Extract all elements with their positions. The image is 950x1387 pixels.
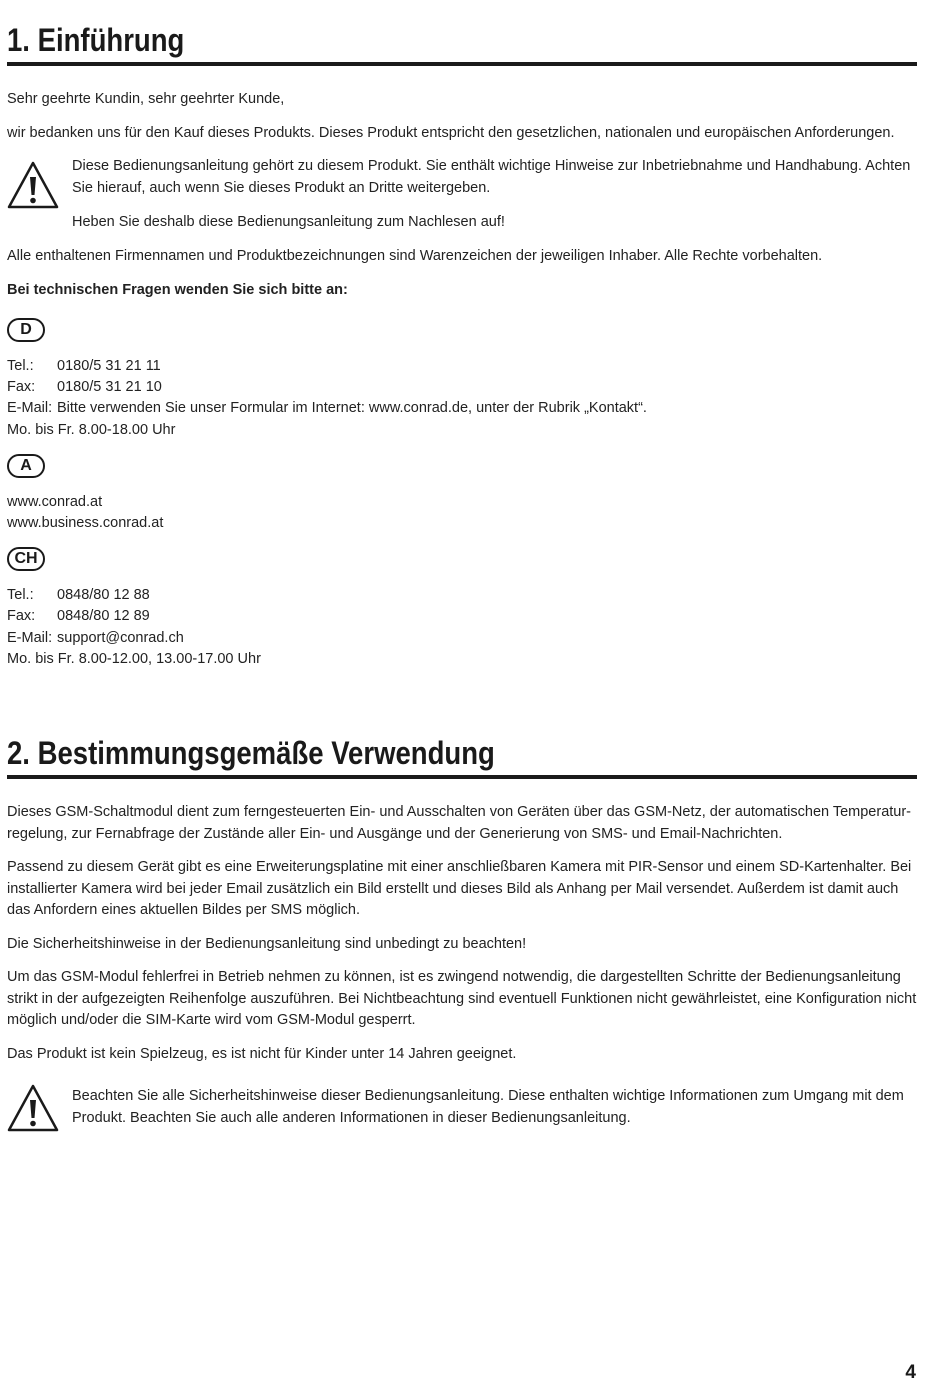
switzerland-email-line (7, 628, 184, 649)
country-badge-austria: A (7, 454, 45, 478)
purpose-paragraph-1: Dieses GSM-Schaltmodul dient zum ferngesteuerten Ein- und Ausschalten von Geräten über das GSM-Netz, der automatischen Temperatur-regelung, zur Fernabfrage der Zustände aller Ein- und Ausgänge und der Generierung von SMS- und Email-Nachrichten. (7, 804, 912, 842)
switzerland-fax-line (7, 606, 150, 627)
keep-manual-paragraph: Heben Sie deshalb diese Bedienungsanleitung zum Nachlesen auf! (72, 214, 505, 230)
switzerland-hours: Mo. bis Fr. 8.00-12.00, 13.00-17.00 Uhr (7, 651, 261, 667)
page-number: 4 (905, 1362, 916, 1383)
purpose-paragraph-2: Passend zu diesem Gerät gibt es eine Erweiterungsplatine mit einer anschließbaren Kamera mit PIR-Sensor und einem SD-Kartenhalter. Bei installierter Kamera wird bei jeder Email zusätzlich ein Bild erstellt und dieses Bild als Anhang per Mail versendet. Außerdem ist damit auch das Anfordern eines aktuellen Bildes per SMS möglich. (7, 859, 912, 918)
salutation: Sehr geehrte Kundin, sehr geehrter Kunde, (7, 91, 285, 107)
thanks-paragraph: wir bedanken uns für den Kauf dieses Produkts. Dieses Produkt entspricht den gesetzlichen, nationalen und europäischen Anforderungen. (7, 125, 895, 141)
tel-label: Tel.: (7, 587, 34, 603)
purpose-paragraph-3: Die Sicherheitshinweise in der Bedienungsanleitung sind unbedingt zu beachten! (7, 936, 527, 952)
germany-hours: Mo. bis Fr. 8.00-18.00 Uhr (7, 422, 176, 438)
germany-email: Bitte verwenden Sie unser Formular im Internet: www.conrad.de, unter der Rubrik „Kontakt“. (57, 400, 647, 416)
section-1-rule (7, 62, 917, 66)
switzerland-email: support@conrad.ch (57, 630, 184, 646)
questions-heading: Bei technischen Fragen wenden Sie sich bitte an: (7, 282, 348, 298)
warning-paragraph-1: Diese Bedienungsanleitung gehört zu diesem Produkt. Sie enthält wichtige Hinweise zur Inbetriebnahme und Handhabung. Achten Sie hierauf, auch wenn Sie dieses Produkt an Dritte weitergeben. (72, 158, 911, 196)
trademark-paragraph: Alle enthaltenen Firmennamen und Produktbezeichnungen sind Warenzeichen der jeweiligen Inhaber. Alle Rechte vorbehalten. (7, 248, 823, 264)
section-1-heading: 1. Einführung (7, 22, 185, 58)
switzerland-tel: 0848/80 12 88 (57, 587, 150, 603)
germany-fax: 0180/5 31 21 10 (57, 379, 162, 395)
purpose-paragraph-4: Um das GSM-Modul fehlerfrei in Betrieb nehmen zu können, ist es zwingend notwendig, die dargestellten Schritte der Bedienungsanleitung strikt in der aufgezeigten Reihenfolge auszuführen. Bei Nichtbeachtung sind eventuell Funktionen nicht gewährleistet, eine Konfiguration nicht möglich und/oder die SIM-Karte wird vom GSM-Modul gesperrt. (7, 969, 917, 1028)
fax-label: Fax: (7, 379, 36, 395)
section-2-rule (7, 775, 917, 779)
switzerland-fax: 0848/80 12 89 (57, 608, 150, 624)
country-badge-germany: D (7, 318, 45, 342)
tel-label: Tel.: (7, 358, 34, 374)
fax-label: Fax: (7, 608, 36, 624)
warning-icon (7, 1083, 59, 1133)
email-label: E-Mail: (7, 630, 53, 646)
warning-icon (7, 160, 59, 210)
section-2-heading: 2. Bestimmungsgemäße Verwendung (7, 735, 495, 771)
germany-email-line (7, 398, 647, 419)
country-badge-switzerland: CH (7, 547, 45, 571)
austria-web-2: www.business.conrad.at (7, 515, 164, 531)
germany-tel-line (7, 356, 161, 377)
germany-tel: 0180/5 31 21 11 (57, 358, 161, 374)
warning-paragraph-2: Beachten Sie alle Sicherheitshinweise dieser Bedienungsanleitung. Diese enthalten wichtige Informationen zum Umgang mit dem Produkt. Beachten Sie auch alle anderen Informationen in dieser Bedienungsanleitung. (72, 1088, 904, 1126)
email-label: E-Mail: (7, 400, 53, 416)
switzerland-tel-line (7, 585, 150, 606)
austria-web-1: www.conrad.at (7, 494, 103, 510)
germany-fax-line (7, 377, 162, 398)
purpose-paragraph-5: Das Produkt ist kein Spielzeug, es ist nicht für Kinder unter 14 Jahren geeignet. (7, 1046, 517, 1062)
